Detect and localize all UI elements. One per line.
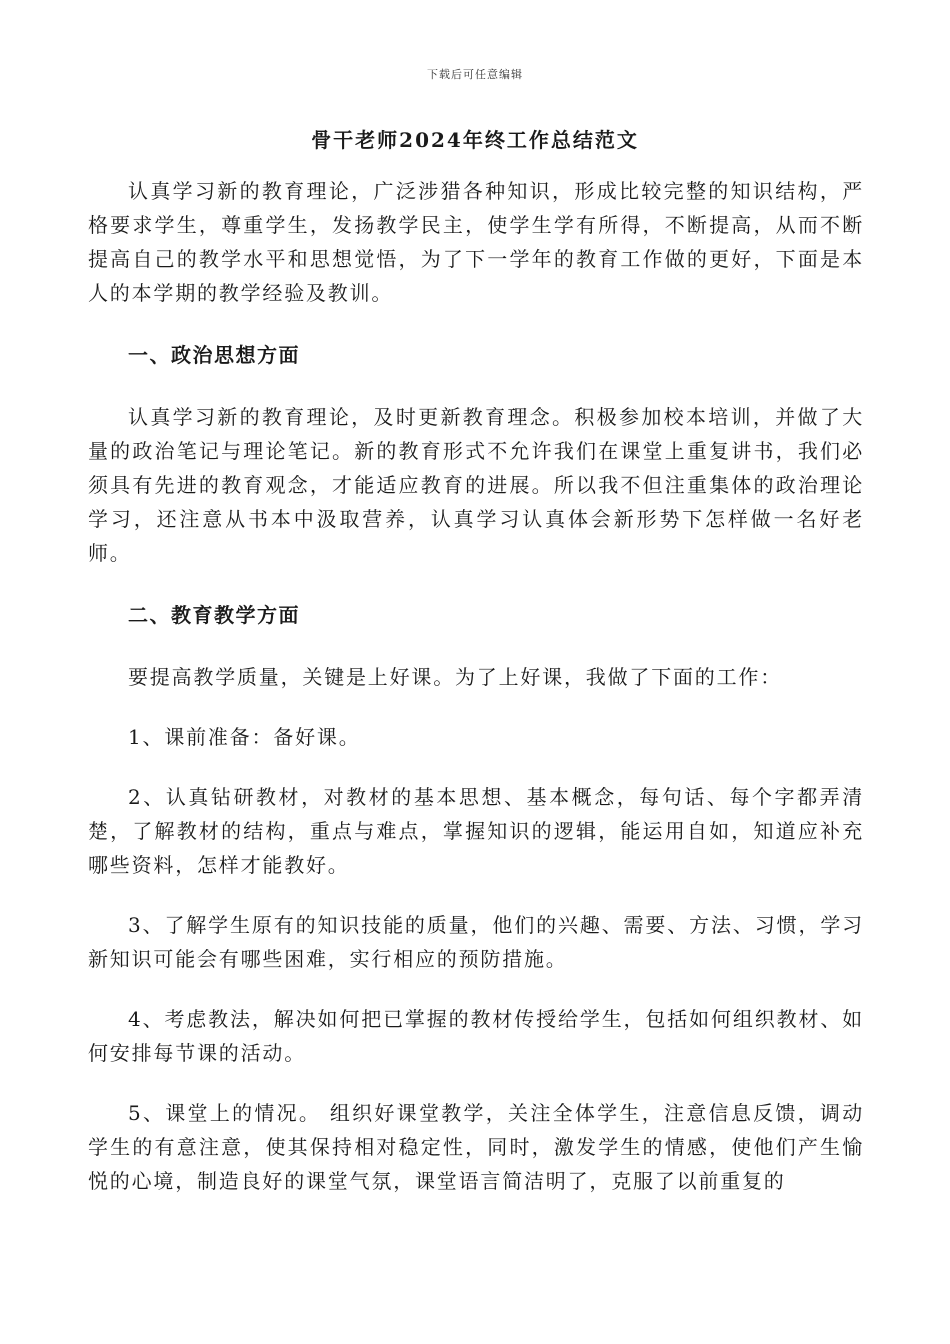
section-politics-paragraph: 认真学习新的教育理论，及时更新教育理念。积极参加校本培训，并做了大量的政治笔记与理论笔记。新的教育形式不允许我们在课堂上重复讲书，我们必须具有先进的教育观念，才能适应教育的进展。所以我不但注重集体的政治理论学习，还注意从书本中汲取营养，认真学习认真体会新形势下怎样做一名好老师。 <box>88 405 864 565</box>
document-body <box>88 174 864 1198</box>
teaching-item-1: 1、课前准备：备好课。 <box>128 725 361 749</box>
document-title: 骨干老师2024年终工作总结范文 <box>311 128 639 152</box>
section-teaching-lead: 要提高教学质量，关键是上好课。为了上好课，我做了下面的工作： <box>128 665 782 689</box>
teaching-item-3: 3、了解学生原有的知识技能的质量，他们的兴趣、需要、方法、习惯，学习新知识可能会有哪些困难，实行相应的预防措施。 <box>88 913 864 971</box>
header-note: 下载后可任意编辑 <box>427 68 523 81</box>
teaching-item-2: 2、认真钻研教材，对教材的基本思想、基本概念，每句话、每个字都弄清楚，了解教材的结构，重点与难点，掌握知识的逻辑，能运用自如，知道应补充哪些资料，怎样才能教好。 <box>88 785 864 877</box>
teaching-item-4: 4、考虑教法，解决如何把已掌握的教材传授给学生，包括如何组织教材、如何安排每节课的活动。 <box>88 1007 864 1065</box>
intro-paragraph: 认真学习新的教育理论，广泛涉猎各种知识，形成比较完整的知识结构，严格要求学生，尊重学生，发扬教学民主，使学生学有所得，不断提高，从而不断提高自己的教学水平和思想觉悟，为了下一学年的教育工作做的更好，下面是本人的本学期的教学经验及教训。 <box>88 179 864 305</box>
section-heading-teaching: 二、教育教学方面 <box>128 603 300 627</box>
teaching-item-5: 5、课堂上的情况。 组织好课堂教学，关注全体学生，注意信息反馈，调动学生的有意注意，使其保持相对稳定性，同时，激发学生的情感，使他们产生愉悦的心境，制造良好的课堂气氛，课堂语言简洁明了，克服了以前重复的 <box>88 1101 864 1193</box>
section-heading-politics: 一、政治思想方面 <box>128 343 300 367</box>
